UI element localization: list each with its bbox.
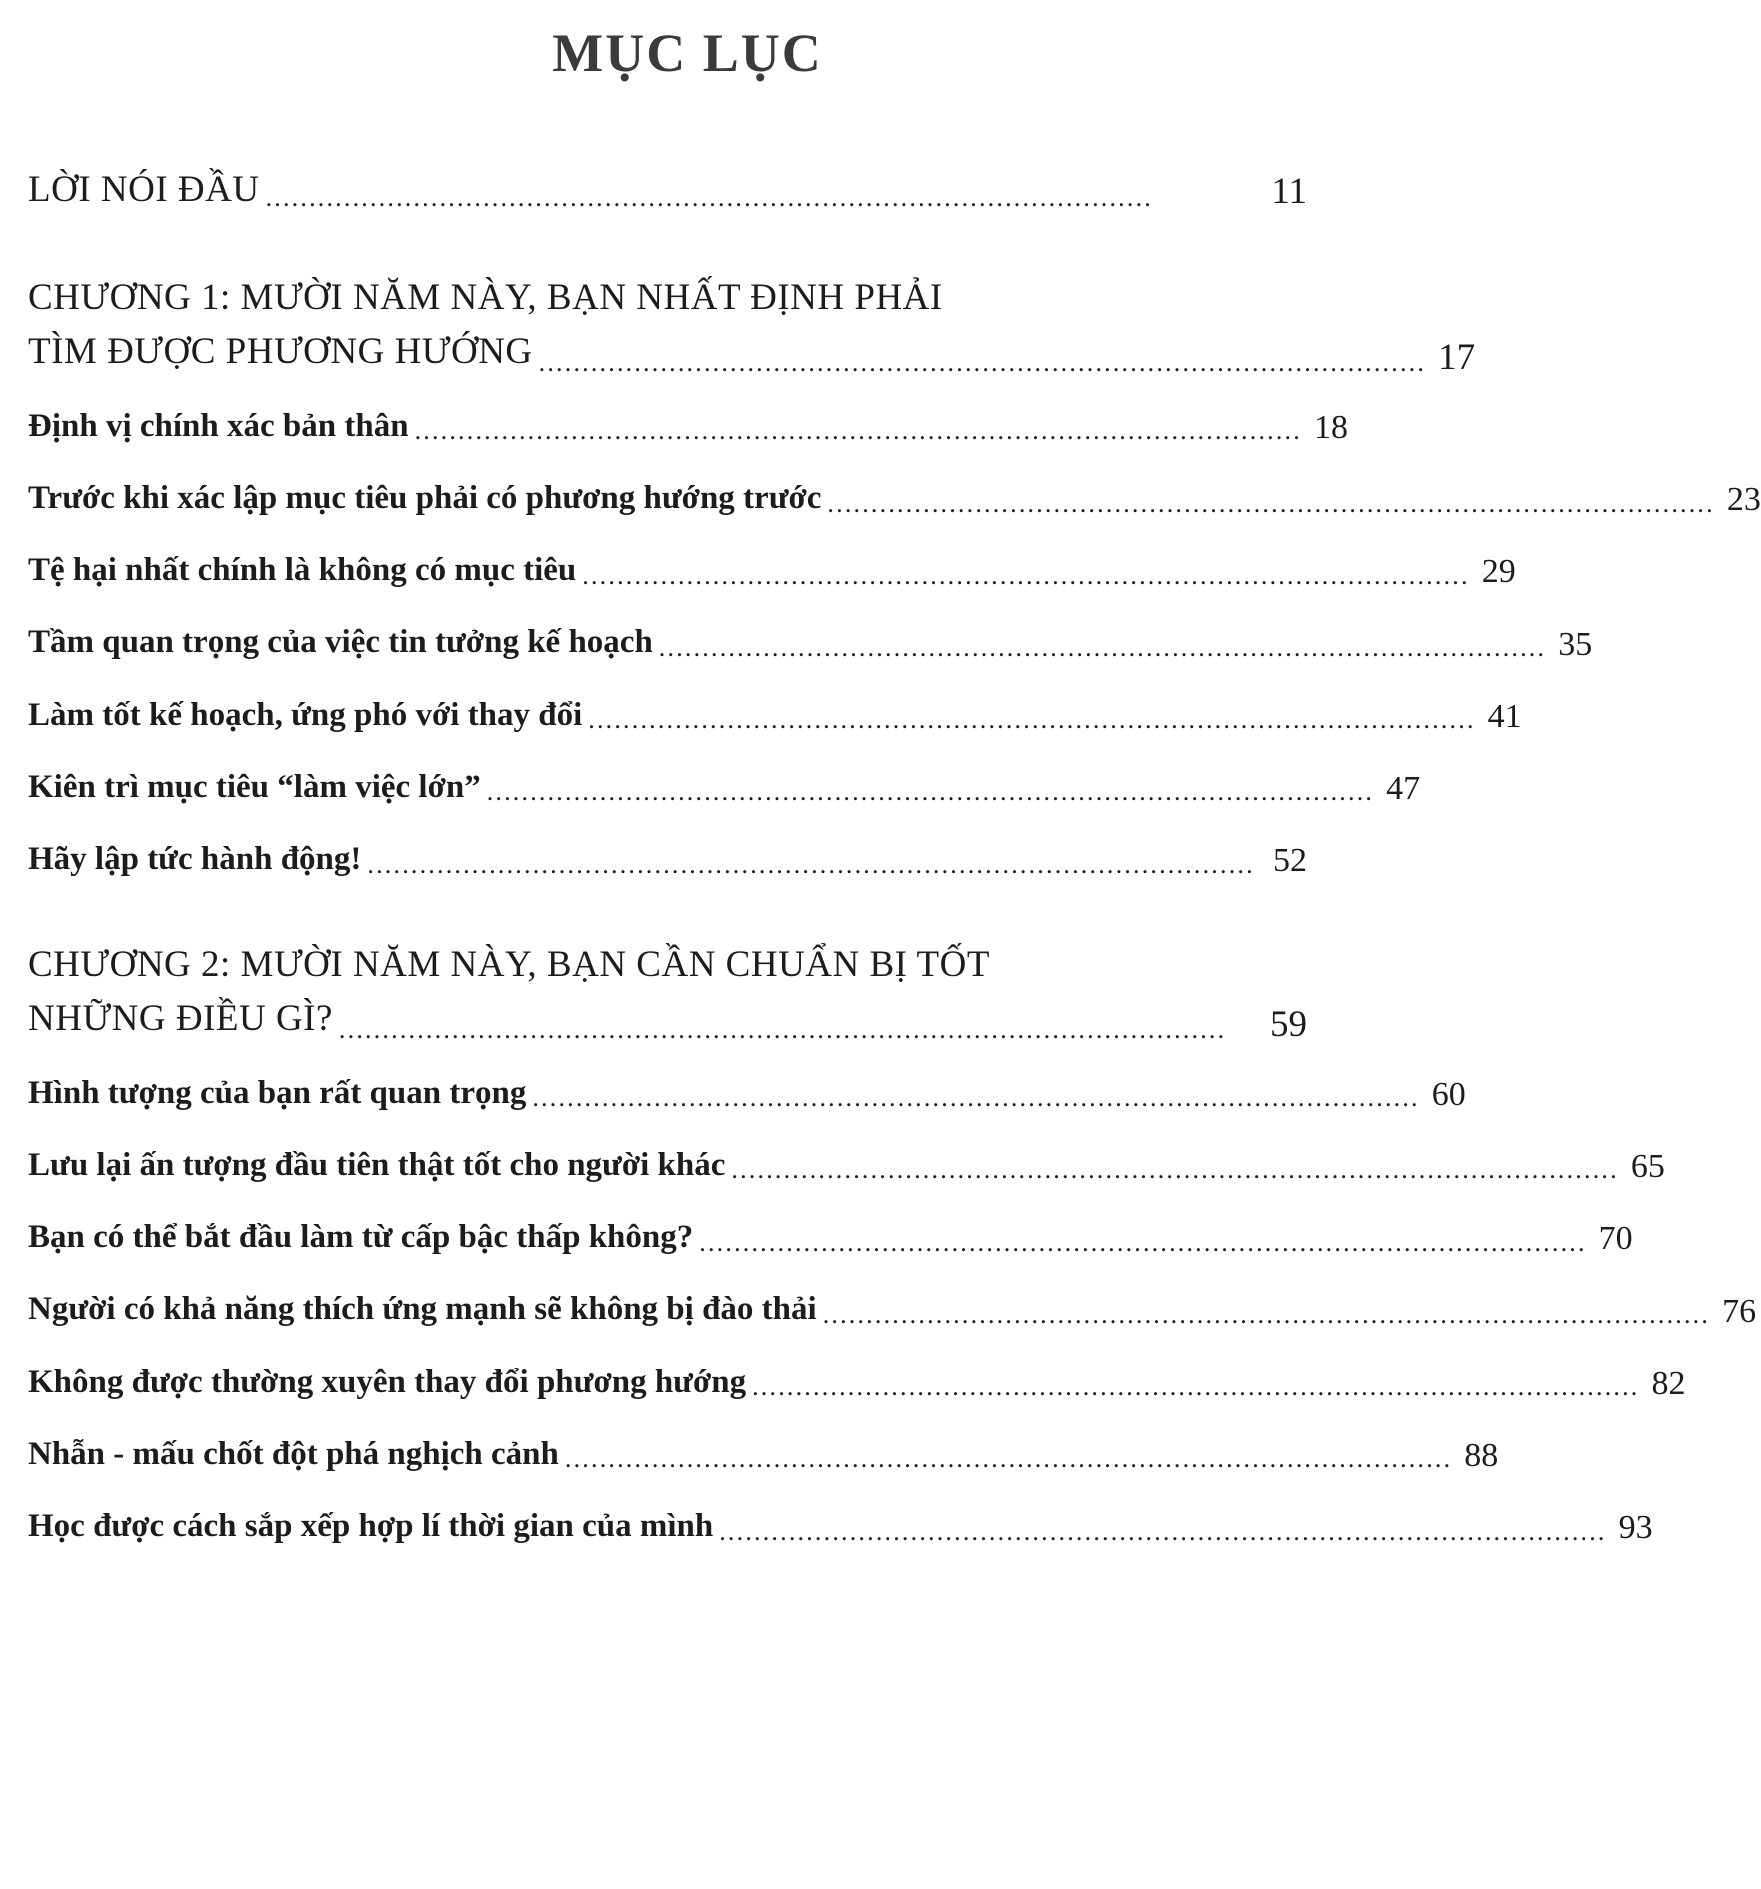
toc-entry-page: 18: [1313, 408, 1348, 446]
toc-entry-label: Học được cách sắp xếp hợp lí thời gian của mình: [28, 1507, 714, 1544]
leader-dots: ......................................................................................................: [532, 1083, 1420, 1113]
toc-entry-chapter-1[interactable]: [28, 271, 1476, 378]
toc-entry-section-1-5[interactable]: [28, 694, 1522, 736]
toc-entry-section-2-6[interactable]: [28, 1433, 1499, 1475]
toc-entry-section-2-5[interactable]: [28, 1361, 1686, 1403]
toc-entry-page: 52: [1273, 842, 1307, 880]
toc-entry-section-2-3[interactable]: [28, 1216, 1633, 1258]
toc-entry-label: Không được thường xuyên thay đổi phương hướng: [28, 1363, 747, 1400]
toc-entry-label-line1: CHƯƠNG 1: MƯỜI NĂM NÀY, BẠN NHẤT ĐỊNH PHẢI: [28, 277, 943, 319]
toc-entry-label: Người có khả năng thích ứng mạnh sẽ không bị đào thải: [28, 1291, 817, 1328]
toc-entry-section-1-3[interactable]: [28, 549, 1516, 591]
leader-dots: ......................................................................................................: [731, 1155, 1619, 1185]
toc-entry-page: 29: [1481, 553, 1516, 591]
leader-dots: ......................................................................................................: [719, 1516, 1607, 1546]
leader-dots: ......................................................................................................: [588, 705, 1476, 735]
toc-entry-label: Lưu lại ấn tượng đầu tiên thật tốt cho người khác: [28, 1146, 726, 1183]
leader-dots: ......................................................................................................: [486, 777, 1375, 807]
toc-entry-page: 59: [1270, 1003, 1307, 1045]
toc-entry-label: LỜI NÓI ĐẦU: [28, 169, 260, 210]
toc-entry-section-1-2[interactable]: [28, 477, 1761, 519]
toc-entry-page: 93: [1618, 1509, 1653, 1547]
toc-entry-page: 76: [1722, 1292, 1757, 1330]
toc-entry-page: 35: [1558, 625, 1593, 663]
leader-dots: ......................................................................................................: [699, 1227, 1587, 1257]
toc-entry-page: 82: [1651, 1364, 1686, 1402]
toc-entry-section-2-2[interactable]: [28, 1144, 1665, 1186]
toc-entry-label: Nhẫn - mấu chốt đột phá nghịch cảnh: [28, 1435, 559, 1472]
toc-entry-page: 11: [1271, 171, 1307, 213]
toc-entry-page: 60: [1431, 1075, 1466, 1113]
toc-entry-section-1-1[interactable]: [28, 405, 1348, 447]
toc-entry-page: 47: [1386, 770, 1421, 808]
toc-entry-label: Trước khi xác lập mục tiêu phải có phương hướng trước: [28, 479, 822, 516]
toc-entry-page: 70: [1598, 1220, 1633, 1258]
leader-dots: ......................................................................................................: [822, 1299, 1711, 1329]
leader-dots: ......................................................................................................: [827, 488, 1715, 518]
toc-entry-label: Bạn có thể bắt đầu làm từ cấp bậc thấp không?: [28, 1219, 694, 1256]
toc-entry-label: Định vị chính xác bản thân: [28, 407, 409, 444]
toc-entry-label-line2: TÌM ĐƯỢC PHƯƠNG HƯỚNG: [28, 331, 533, 372]
toc-entry-label: Tầm quan trọng của việc tin tưởng kế hoạch: [28, 624, 653, 661]
toc-entry-section-1-4[interactable]: [28, 621, 1593, 663]
toc-entry-label: Hãy lập tức hành động!: [28, 841, 362, 878]
toc-entry-section-2-4[interactable]: [28, 1288, 1757, 1330]
leader-dots: ......................................................................................................: [752, 1372, 1640, 1402]
leader-dots: ......................................................................................................: [265, 182, 1153, 212]
toc-entry-page: 17: [1438, 336, 1476, 378]
leader-dots: ......................................................................................................: [338, 1014, 1227, 1044]
toc-entry-section-1-7[interactable]: [28, 838, 1307, 880]
leader-dots: ......................................................................................................: [367, 849, 1255, 879]
toc-entry-label: Hình tượng của bạn rất quan trọng: [28, 1074, 527, 1111]
toc-entry-label-line1: CHƯƠNG 2: MƯỜI NĂM NÀY, BẠN CẦN CHUẨN BỊ TỐT: [28, 944, 990, 986]
toc-entry-label: Kiên trì mục tiêu “làm việc lớn”: [28, 768, 481, 805]
toc-entry-chapter-2[interactable]: [28, 938, 1307, 1045]
toc-entry-preface[interactable]: [28, 166, 1307, 213]
toc-entry-section-2-1[interactable]: [28, 1072, 1466, 1114]
leader-dots: ......................................................................................................: [582, 560, 1470, 590]
toc-entry-section-1-6[interactable]: [28, 766, 1421, 808]
leader-dots: ......................................................................................................: [658, 632, 1547, 662]
page-title: MỤC LỤC: [552, 23, 823, 83]
toc-entry-label-line2: NHỮNG ĐIỀU GÌ?: [28, 997, 333, 1039]
toc-entry-label: Tệ hại nhất chính là không có mục tiêu: [28, 552, 577, 589]
toc-entry-page: 23: [1726, 481, 1761, 519]
toc-entry-label: Làm tốt kế hoạch, ứng phó với thay đổi: [28, 696, 583, 733]
toc-entry-page: 88: [1464, 1436, 1499, 1474]
toc-entry-section-2-7[interactable]: [28, 1505, 1653, 1547]
leader-dots: ......................................................................................................: [538, 348, 1427, 378]
toc-entry-page: 65: [1630, 1148, 1665, 1186]
leader-dots: ......................................................................................................: [414, 416, 1302, 446]
leader-dots: ......................................................................................................: [564, 1444, 1453, 1474]
toc-entry-page: 41: [1487, 697, 1522, 735]
